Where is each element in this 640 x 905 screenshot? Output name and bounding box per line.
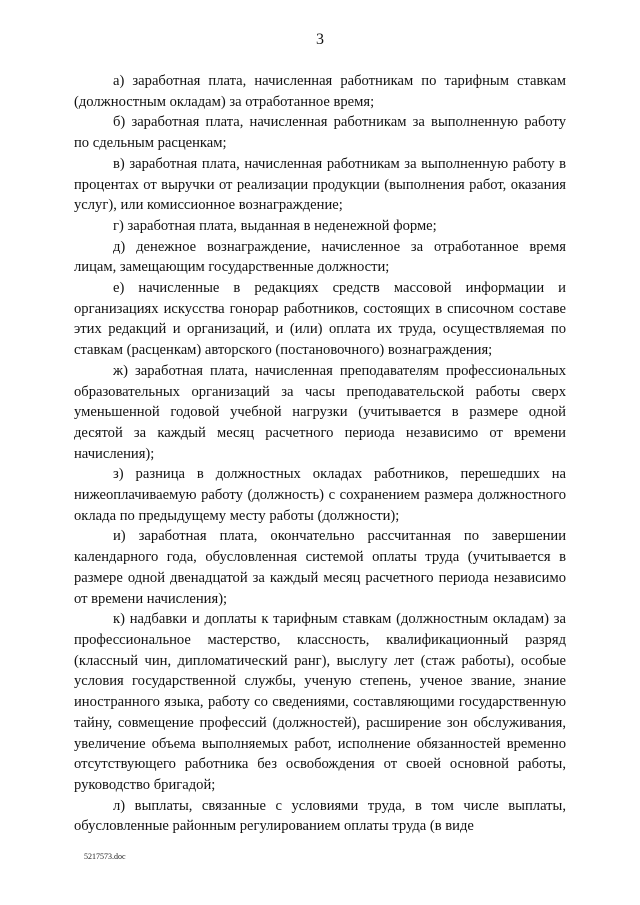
footer-file-name: 5217573.doc xyxy=(84,852,126,861)
list-item-e: е) начисленные в редакциях средств массовой информации и организациях искусства гонорар работников, состоящих в списочном составе этих редакций и организаций, и (или) оплата их труда, осуществляемая по ставкам (расценкам) авторского (постановочного) вознаграждения; xyxy=(74,280,566,359)
list-item-i: и) заработная плата, окончательно рассчитанная по завершении календарного года, обусловленная системой оплаты труда (учитывается в размере одной двенадцатой за каждый месяц расчетного периода независимо от времени начисления); xyxy=(74,528,566,607)
list-item-l: л) выплаты, связанные с условиями труда, в том числе выплаты, обусловленные районным регулированием оплаты труда (в виде xyxy=(74,797,566,835)
list-item-a: а) заработная плата, начисленная работникам по тарифным ставкам (должностным окладам) за отработанное время; xyxy=(74,73,566,110)
list-item-d: д) денежное вознаграждение, начисленное за отработанное время лицам, замещающим государственные должности; xyxy=(74,238,566,276)
list-item-zh: ж) заработная плата, начисленная преподавателям профессиональных образовательных организаций за часы преподавательской работы сверх уменьшенной годовой учебной нагрузки (учитывается в размере одной десятой за каждый месяц расчетного периода независимо от времени начисления); xyxy=(74,362,566,462)
list-item-b: б) заработная плата, начисленная работникам за выполненную работу по сдельным расценкам; xyxy=(74,114,566,152)
list-item-k: к) надбавки и доплаты к тарифным ставкам (должностным окладам) за профессиональное мастерство, классность, квалификационный разряд (классный чин, дипломатический ранг), выслугу лет (стаж работы), особые условия государственной службы, ученую степень, ученое звание, знание иностранного языка, работу со сведениями, составляющими государственную тайну, совмещение профессий (должностей), расширение зон обслуживания, увеличение объема выполняемых работ, исполнение обязанностей временно отсутствующего работника без освобождения от своей основной работы, руководство бригадой; xyxy=(74,611,566,793)
page-number: 3 xyxy=(316,31,324,48)
document-body xyxy=(74,71,566,837)
list-item-v: в) заработная плата, начисленная работникам за выполненную работу в процентах от выручки от реализации продукции (выполнения работ, оказания услуг), или комиссионное вознаграждение; xyxy=(74,155,566,214)
list-item-g: г) заработная плата, выданная в неденежной форме; xyxy=(113,217,437,234)
list-item-z: з) разница в должностных окладах работников, перешедших на нижеоплачиваемую работу (должность) с сохранением размера должностного оклада по предыдущему месту работы (должности); xyxy=(74,466,566,524)
